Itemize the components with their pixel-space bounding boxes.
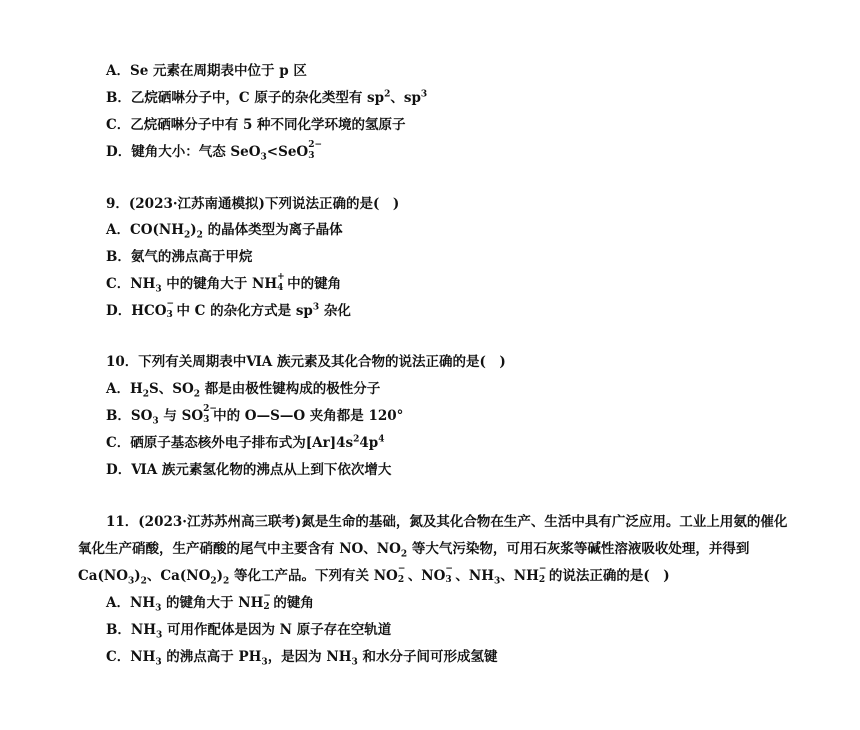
q11-a-mid: 的键角大于 NH [161, 595, 264, 611]
q9-a-text: A．CO(NH [106, 222, 184, 238]
q9-d-ion-scripts [166, 298, 176, 320]
q11-b-sub: 3 [156, 630, 163, 641]
q8-d-ion-scripts [308, 139, 323, 161]
q11-l3-i1-sub: 2 [397, 574, 405, 585]
q11-l3-s4: 2 [223, 576, 230, 587]
q8-d-text: D．键角大小：气态 SeO [106, 144, 261, 160]
q11-l3-p6: 、NO [407, 568, 446, 584]
q9-stem [106, 195, 399, 213]
q11-l3-i2-sub: 3 [445, 574, 452, 585]
q9-a-post: 的晶体类型为离子晶体 [202, 222, 343, 238]
q11-a-text: A．NH [106, 595, 156, 611]
q10-b-ion-sup: 2− [203, 403, 217, 414]
q8-option-a-text: A．Se 元素在周期表中位于 p 区 [106, 63, 307, 79]
q11-option-b [106, 621, 391, 639]
q10-b-post: 中的 O—S—O 夹角都是 120° [213, 408, 404, 424]
q11-l3-i3-sup: − [538, 563, 547, 574]
q11-l3-i2-sup: − [445, 563, 453, 574]
q9-stem-text: 9．(2023·江苏南通模拟)下列说法正确的是( ) [106, 196, 400, 212]
q11-option-c [106, 648, 497, 666]
q9-c-ion-sub: 4 [277, 282, 284, 293]
q8-option-a [106, 62, 307, 80]
q11-a-sub: 3 [155, 603, 162, 614]
q9-c-ion-scripts [277, 271, 287, 293]
q11-l3-p7: 、NH [455, 568, 495, 584]
q11-l3-i1-sup: − [397, 563, 406, 574]
q10-a-post: 都是由极性键构成的极性分子 [200, 381, 381, 397]
q8-option-c [106, 116, 406, 134]
q9-c-post: 中的键角 [287, 276, 342, 292]
q11-l3-s1: 3 [127, 576, 135, 587]
q9-option-b-text: B．氨气的沸点高于甲烷 [106, 249, 253, 265]
q9-a-sub2: 2 [196, 230, 203, 241]
q11-stem-line-3 [78, 563, 670, 587]
q11-l3-ion1 [397, 563, 408, 585]
q8-b-mid: 、sp [390, 90, 421, 106]
q8-option-d [106, 139, 323, 163]
q10-c-sup1: 2 [353, 434, 360, 445]
q9-c-text: C．NH [106, 276, 156, 292]
q8-option-c-text: C．乙烷硒啉分子中有 5 种不同化学环境的氢原子 [106, 117, 406, 133]
q10-b-ion-scripts [203, 403, 217, 425]
q11-c-sub3: 3 [351, 657, 358, 668]
q9-a-sub1: 2 [183, 230, 191, 241]
q11-l3-ion2 [445, 563, 455, 585]
q11-line1-text: 11．(2023·江苏苏州高三联考)氮是生命的基础，氮及其化合物在生产、生活中具有广泛应用。工业上用氨的催化 [106, 514, 788, 530]
q10-c-text: C．硒原子基态核外电子排布式为[Ar]4s [106, 435, 354, 451]
q11-l3-ion3 [538, 563, 549, 585]
q10-b-sub: 3 [152, 416, 159, 427]
q11-l3-p3: 、Ca(NO [146, 568, 211, 584]
q9-d-post: 杂化 [319, 303, 351, 319]
q10-option-a [106, 380, 380, 398]
q11-stem-line-1 [106, 513, 787, 531]
q11-l3-p2: ) [134, 568, 141, 584]
q11-line2-post: 等大气污染物，可用石灰浆等碱性溶液吸收处理，并得到 [407, 541, 750, 557]
q9-d-mid: 中 C 的杂化方式是 sp [176, 303, 313, 319]
q10-a-sub2: 2 [193, 389, 201, 400]
q11-l3-p5: 等化工产品。下列有关 NO [229, 568, 398, 584]
q11-stem-line-2 [78, 540, 749, 558]
q11-c-mid1: 的沸点高于 PH [161, 649, 262, 665]
q11-a-ion-scripts [263, 590, 273, 612]
q11-l3-s2: 2 [140, 576, 147, 587]
q9-c-mid: 中的键角大于 NH [161, 276, 278, 292]
q8-b-sup1: 2 [384, 89, 391, 100]
q10-c-sup2: 4 [378, 434, 385, 445]
q9-d-ion-sub: 3 [166, 309, 173, 320]
q9-c-sub: 3 [155, 284, 162, 295]
q8-b-sup2: 3 [420, 89, 428, 100]
q11-l3-s3: 2 [210, 576, 217, 587]
q11-b-text: B．NH [106, 622, 157, 638]
q11-l3-p8: 、NH [500, 568, 539, 584]
q10-option-d-text: D．ⅥA 族元素氢化物的沸点从上到下依次增大 [106, 462, 392, 478]
q9-a-mid: ) [190, 222, 197, 238]
q8-d-mid: <SeO [266, 144, 309, 160]
q10-option-d [106, 461, 391, 479]
q10-b-ion-sub: 3 [203, 414, 210, 425]
q8-option-b [106, 89, 427, 107]
q10-a-sub1: 2 [142, 389, 149, 400]
q11-l3-p4: ) [216, 568, 224, 584]
q8-d-ion-sub: 3 [308, 150, 315, 161]
q11-a-ion-sub: 2 [263, 601, 270, 612]
q9-c-ion-sup: + [277, 271, 285, 282]
q11-l3-p9: 的说法正确的是( ) [548, 568, 670, 584]
q10-b-mid: 与 SO [158, 408, 204, 424]
q10-a-mid: S、SO [149, 381, 194, 397]
q10-c-mid: 4p [359, 435, 379, 451]
q10-b-text: B．SO [106, 408, 153, 424]
q11-line2-text: 氧化生产硝酸，生产硝酸的尾气中主要含有 NO、NO [78, 541, 401, 557]
q11-a-ion-sup: − [263, 590, 271, 601]
q9-d-text: D．HCO [106, 303, 167, 319]
q10-stem-text: 10．下列有关周期表中ⅥA 族元素及其化合物的说法正确的是( ) [106, 354, 506, 370]
q11-line2-sub: 2 [400, 549, 408, 560]
q10-a-text: A．H [106, 381, 143, 397]
q11-c-mid2: ，是因为 NH [267, 649, 352, 665]
q8-d-ion-sup: 2− [308, 139, 323, 150]
q9-d-ion-sup: − [166, 298, 175, 309]
q9-option-a [106, 221, 343, 239]
q11-c-sub2: 3 [261, 657, 268, 668]
q11-c-sub1: 3 [155, 657, 162, 668]
q11-l3-i3-sub: 2 [538, 574, 546, 585]
q9-option-b [106, 248, 252, 266]
q11-l3-s5: 3 [494, 576, 501, 587]
q9-option-c [106, 271, 342, 295]
q8-b-text: B．乙烷硒啉分子中，C 原子的杂化类型有 sp [106, 90, 385, 106]
q11-c-text: C．NH [106, 649, 156, 665]
q9-d-sup: 3 [312, 302, 320, 313]
q11-a-post: 的键角 [273, 595, 314, 611]
q10-option-c [106, 434, 384, 452]
q8-d-sub: 3 [260, 152, 267, 163]
q11-b-post: 可用作配体是因为 N 原子存在空轨道 [162, 622, 392, 638]
q10-option-b [106, 403, 404, 427]
q11-l3-p1: Ca(NO [78, 568, 128, 584]
q11-option-a [106, 590, 314, 614]
q10-stem [106, 353, 506, 371]
q9-option-d [106, 298, 351, 320]
q11-c-post: 和水分子间可形成氢键 [357, 649, 498, 665]
